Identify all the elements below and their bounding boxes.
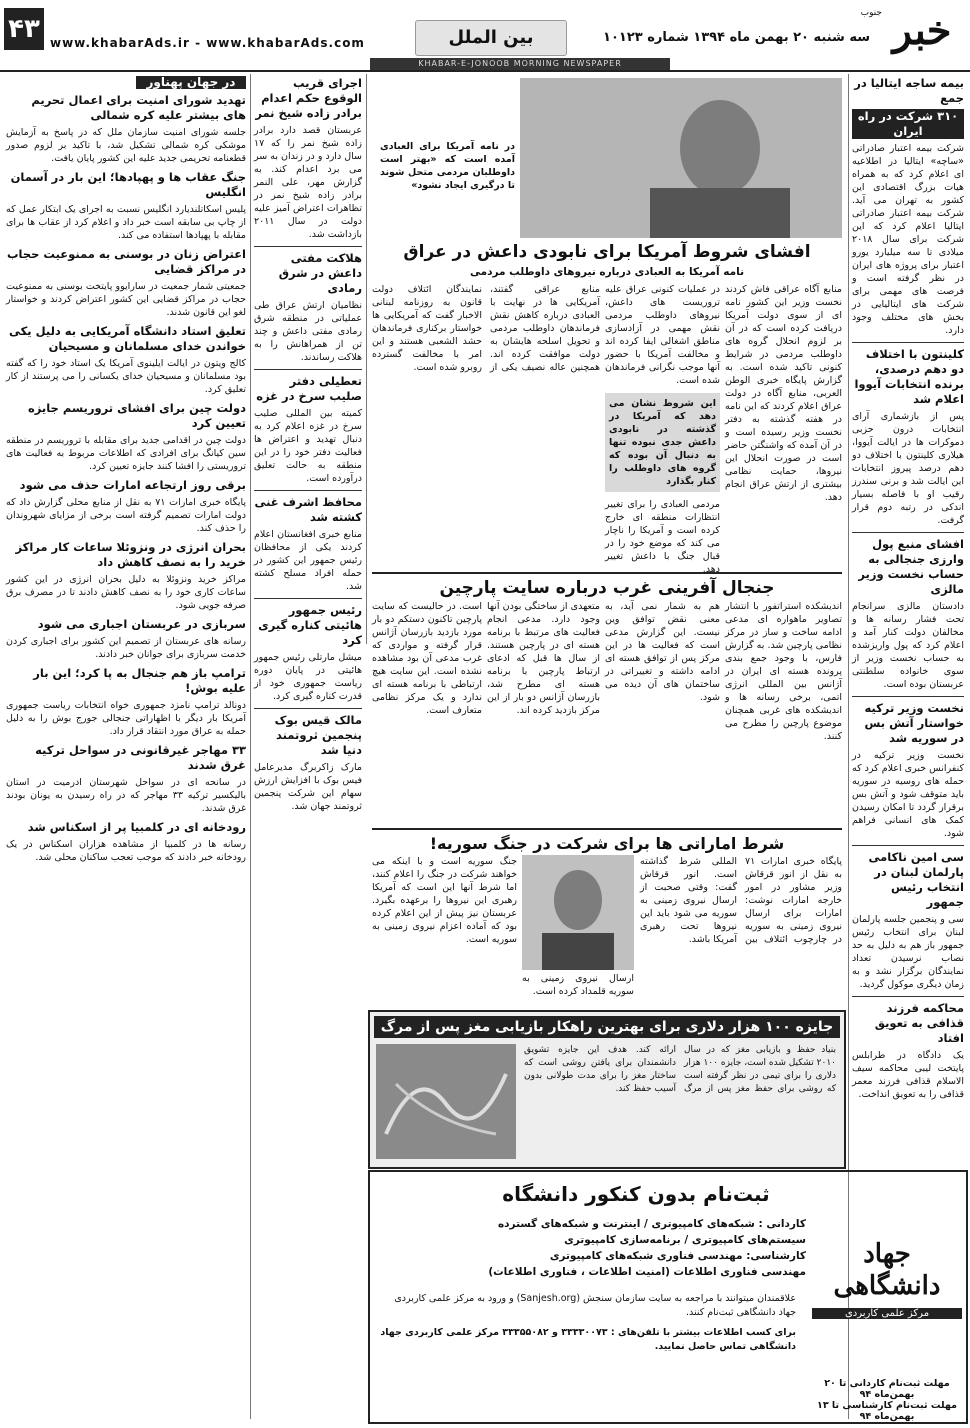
deadline: مهلت ثبت‌نام کاردانی تا ۲۰ بهمن‌ماه ۹۴ xyxy=(824,1378,950,1400)
lead-photo-caption xyxy=(380,140,515,220)
article-headline[interactable]: ۳۳ مهاجر غیرقانونی در سواحل ترکیه غرق شدند xyxy=(35,743,246,772)
jahad-headline: ثبت‌نام بدون کنکور دانشگاه xyxy=(502,1182,770,1206)
article-headline[interactable]: دولت چین برای افشای تروریسم جایزه تعیین کرد xyxy=(27,401,246,430)
article-body: سی و پنجمین جلسه پارلمان لبنان برای انتخاب رئیس جمهور باز هم به دلیل به حد نصاب نرسیدن تعداد نمایندگان برگزار نشد و به زمان دیگری موکول گردید. xyxy=(852,914,964,990)
article-body: مارک زاکربرگ مدیرعامل فیس بوک با افزایش ارزش سهام این شرکت پنجمین ثروتمند جهان شد. xyxy=(254,762,362,812)
pull-quote xyxy=(605,393,720,492)
divider xyxy=(254,598,362,599)
column-divider xyxy=(366,74,367,644)
jahad-programs xyxy=(466,1216,806,1280)
parchin-column-3 xyxy=(487,600,600,825)
lead-column-1 xyxy=(725,283,842,568)
program-line: کاردانی : شبکه‌های کامپیوتری / اینترنت و شبکه‌های گسترده xyxy=(497,1218,806,1230)
jahad-footer xyxy=(376,1292,796,1354)
article-headline[interactable]: اجرای قریب الوقوع حکم اعدام برادر زاده شیخ نمر xyxy=(255,76,362,120)
divider xyxy=(852,845,964,846)
uae-headline[interactable]: شرط اماراتی ها برای شرکت در جنگ سوریه! xyxy=(372,828,842,853)
article-headline[interactable]: هلاکت مفتی داعش در شرق رمادی xyxy=(278,251,362,295)
divider xyxy=(254,490,362,491)
lead-column-3 xyxy=(372,283,600,568)
article-body: مردمی العبادی را برای تغییر انتظارات منطقه ای خارج کرده است و آمریکا را ناچار می کند که موضع خود را در قبال جنگ با داعش تغییر دهد. xyxy=(605,499,720,575)
article-body: منابع آگاه عراقی فاش کردند نخست وزیر این کشور نامه ای از سوی دولت آمریکا دریافت کرده است که در آن بر لزوم انحلال گروه های داوطلب مردمی در شرایط کنونی تاکید شده است. به گزارش پایگاه خبری الوطن العربی، منابع آگاه در دولت عراق اعلام کردند که این نامه در هفته گذشته به دفتر نخست وزیر رسیده است و در آن آمده که واشنگتن حاضر است در صورت انحلال این نیروها، حمایت نظامی بیشتری از ارتش عراق انجام دهد. xyxy=(725,284,842,503)
article-body: منابع عراقی گفتند، آمریکایی ها در نهایت با العبادی درباره کاهش نقش فرماندهان داوطلب مردمی و تحویل اسلحه هایشان به دولت موافقت کرده اند. همچنین عاله نصیف یکی از نمایندگان ائتلاف دولت قانون به روزنامه لبنانی الاخبار گفت که آمریکایی ها خواستار برکناری فرماندهان حشد الشعبی هستند و این امر با مخالفت گسترده روبرو شده است. xyxy=(372,284,600,373)
parchin-headline[interactable]: جنجال آفرینی غرب درباره سایت پارچین xyxy=(372,572,842,598)
article-body: دونالد ترامپ نامزد جمهوری خواه انتخابات ریاست جمهوری آمریکا بار دیگر با اظهاراتی جنجالی جورج بوش را به دلیل حمله به عراق مورد انتقاد قرار داد. xyxy=(6,700,246,737)
program-line: مهندسی فناوری اطلاعات (امنیت اطلاعات ، فناوری اطلاعات) xyxy=(488,1266,806,1278)
website-link[interactable]: www.khabarAds.ir - www.khabarAds.com xyxy=(50,36,365,50)
program-line: کارشناسی: مهندسی فناوری شبکه‌های کامپیوتری xyxy=(549,1250,806,1262)
article-body: دولت چین در اقدامی جدید برای مقابله با تروریسم در منطقه سین کیانگ برای افرادی که اطلاعات مربوط به فعالیت های تروریستی را افشا کنند جایزه تعیین کرد. xyxy=(6,435,246,472)
article-body: کالج ویتون در ایالت ایلینوی آمریکا یک استاد خود را که گفته بود مسلمانان و مسیحیان خدای یکسانی را می پرستند از کار تعلیق کرد. xyxy=(6,358,246,395)
article-body: شرکت بیمه اعتبار صادراتی «ساچه» ایتالیا در اطلاعیه ای اعلام کرد که به همراه هیات بزرگ اقتصادی این کشور به تهران می آید. شرکت بیمه اعتبار صادراتی ایتالیا اعلام کرد که این شرکت برای سال ۲۰۱۸ میلادی تا سه میلیارد یورو اعتبار برای پروژه های ایران در نظر گرفته است و فرصت های مهمی برای شرکت های ایتالیایی در بخش های مختلف وجود دارد. xyxy=(852,143,964,336)
section-title: بین الملل xyxy=(415,20,567,56)
article-headline[interactable]: تعلیق استاد دانشگاه آمریکایی به دلیل یکی خواندن خدای مسلمانان و مسیحیان xyxy=(8,324,246,353)
divider xyxy=(852,696,964,697)
left-column xyxy=(6,76,246,1421)
article-headline[interactable]: برقی روز ارتجاعه امارات حذف می شود xyxy=(19,478,246,492)
article-headline[interactable]: محاکمه فرزند قذافی به تعویق افتاد xyxy=(874,1001,964,1045)
article-body: بنیاد حفظ و بازیابی مغز که در سال ۲۰۱۰ تشکیل شده است، جایزه ۱۰۰ هزار دلاری را برای تیمی در نظر گرفته است که روشی برای حفظ مغز پس از مرگ ارائه کند. هدف این جایزه تشویق دانشمندان برای یافتن روشی است که ساختار مغز را برای مدت طولانی بدون آسیب حفظ کند. xyxy=(524,1045,836,1094)
article-body: رسانه های عربستان از تصمیم این کشور برای اجباری کردن خدمت سربازی برای جوانان خبر دادند. xyxy=(6,636,246,660)
article-body: جلسه شورای امنیت سازمان ملل که در پاسخ به آزمایش موشکی کره شمالی تشکیل شد، با تاکید بر لزوم صدور قطعنامه تحریمی جدید علیه این کشور پایان یافت. xyxy=(6,127,246,164)
uae-caption xyxy=(522,972,634,1002)
article-headline[interactable]: بحران انرژی در ونزوئلا ساعات کار مراکز خرید را به نصف کاهش داد xyxy=(15,540,246,569)
article-headline[interactable]: محافظ اشرف غنی کشته شد xyxy=(254,495,362,524)
divider xyxy=(254,246,362,247)
uae-photo xyxy=(522,855,634,970)
pull-quote-text: این شروط نشان می دهد که آمریکا در گذشته در نابودی داعش جدی نبوده تنها به دنبال آن بوده که گروه های داوطلب را کنار بگذارد xyxy=(609,398,716,487)
phone-text: برای کسب اطلاعات بیشتر با تلفن‌های : ۳۳۳۳۰۰۷۳ و ۳۳۳۵۵۰۸۲ مرکز علمی کاربردی جهاد دانشگاهی تماس حاصل نمایید. xyxy=(380,1327,796,1352)
article-headline-band: ۳۱۰ شرکت در راه ایران xyxy=(852,109,964,139)
article-headline[interactable]: مالک قیس بوک پنجمین ثروتمند دنیا شد xyxy=(274,713,362,757)
parchin-column-1 xyxy=(725,600,842,825)
english-title: KHABAR-E-JONOOB MORNING NEWSPAPER xyxy=(370,58,670,70)
brain-icon xyxy=(376,1044,516,1159)
lead-photo xyxy=(520,78,842,238)
parchin-column-4 xyxy=(372,600,482,825)
article-body: پلیس اسکاتلندیارد انگلیس نسبت به اجرای یک ابتکار عمل که از چاپ بی سابقه است خبر داد و اعلام کرد از عقاب ها برای مقابله با پهپادها استفاده می کند. xyxy=(6,204,246,241)
article-headline[interactable]: تهدید شورای امنیت برای اعمال تحریم های بیشتر علیه کره شمالی xyxy=(31,93,246,122)
article-body: مراکز خرید ونزوئلا به دلیل بحران انرژی در این کشور ساعات کاری خود را به نصف کاهش دادند تا در مصرف برق صرفه جویی شود. xyxy=(6,574,246,611)
uae-column-2 xyxy=(372,855,517,1005)
lead-subhead: نامه آمریکا به العبادی درباره نیروهای داوطلب مردمی xyxy=(469,266,745,278)
article-body: پس از بازشماری آرای انتخابات درون حزبی دموکرات ها در ایالت آیووا، هیلاری کلینتون با اختلاف دو دهم درصد پیروز انتخابات این ایالت شد و برنی سندرز رقیب او با فاصله بسیار اندکی در رتبه دوم قرار گرفت. xyxy=(852,411,964,526)
article-headline[interactable]: نخست وزیر ترکیه خواستار آتش بس در سوریه شد xyxy=(864,701,964,745)
article-body: است. در حالیست که سایت پارچین تاکنون دستکم دو بار مورد بازدید بازرسان آژانس قرار گرفته و مواردی که غرب مدعی آن بود مشاهده نشده است. این سایت هیچ ارتباطی با برنامه هسته ای ندارد و یک مرکز نظامی متعارف است. xyxy=(372,601,482,716)
jahad-brand-box xyxy=(812,1178,962,1378)
prize-headline: جایزه ۱۰۰ هزار دلاری برای بهترین راهکار بازیابی مغز پس از مرگ xyxy=(374,1016,840,1038)
dateline: سه شنبه ۲۰ بهمن ماه ۱۳۹۴ شماره ۱۰۱۲۳ xyxy=(603,30,870,45)
article-headline[interactable]: سربازی در عربستان اجباری می شود xyxy=(37,617,246,631)
article-body: رسانه ها در کلمبیا از مشاهده هزاران اسکناس در یک رودخانه خبر دادند که موجب تعجب ساکنان محلی شد. xyxy=(6,839,246,863)
caption-text: ارسال نیروی زمینی به سوریه قلمداد کرده است. xyxy=(522,973,634,997)
logo-sub: جنوب xyxy=(860,8,882,18)
article-body: عربستان قصد دارد برادر زاده شیخ نمر را که ۱۷ سال دارد و در زندان به سر می برد اعدام کند. به گزارش مهر، علی النمر برادر زاده شیخ نمر در تظاهرات اعتراض آمیز علیه دولت در سال ۲۰۱۱ بازداشت شد. xyxy=(254,125,362,240)
article-headline[interactable]: بیمه ساجه ایتالیا در جمع xyxy=(854,76,964,105)
article-body: پایگاه خبری امارات ۷۱ به نقل از انور قرقاش وزیر مشاور در امور خارجه امارات نوشت: امارات برای ارسال نیروی زمینی به سوریه در چارچوب ائتلاف بین المللی شرط گذاشته است. انور قرقاش گفت: وقتی صحبت از ارسال نیروی زمینی به سوریه می شود باید این نیروها تحت رهبری آمریکا باشد. xyxy=(640,856,842,945)
newspaper-logo[interactable]: خبر xyxy=(892,7,952,54)
lead-headline[interactable]: افشای شروط آمریکا برای نابودی داعش در عراق xyxy=(403,242,811,262)
article-body: جنگ سوریه است و با اینکه می خواهند شرکت در جنگ را اعلام کنند، اما شرط آنها این است که آمریکا رهبری این نیروها را برعهده بگیرد. عربستان نیز پیش از این اعلام کرده بود که آماده اعزام نیروی زمینی به سوریه است. xyxy=(372,856,517,945)
article-body: در سانحه ای در سواحل شهرستان ادرمیت در استان بالیکسیر ترکیه ۳۳ مهاجر که در راه رسیدن به یونان بودند غرق شدند. xyxy=(6,777,246,814)
divider xyxy=(254,369,362,370)
prize-body xyxy=(524,1044,836,1162)
section-tag: در جهان پهناور xyxy=(136,76,246,89)
article-body: میشل مارتلی رئیس جمهور هائیتی در پایان دوره ریاست جمهوری خود از قدرت کناره گیری کرد. xyxy=(254,652,362,702)
jahad-ad[interactable] xyxy=(368,1170,968,1424)
portrait-illustration xyxy=(520,78,842,238)
article-headline[interactable]: کلینتون با اختلاف دو دهم درصدی، برنده انتخابات آیووا اعلام شد xyxy=(854,347,964,406)
article-headline[interactable]: رئیس جمهور هائیتی کناره گیری کرد xyxy=(258,603,362,647)
lead-column-2 xyxy=(605,283,720,575)
parchin-column-2 xyxy=(605,600,720,825)
article-headline[interactable]: افشای منبع پول وارزی جنجالی به حساب نخست وزیر مالزی xyxy=(858,537,964,596)
jahad-brand: جهاد دانشگاهی xyxy=(833,1239,941,1301)
article-body: منابع خبری افغانستان اعلام کردند یکی از محافظان رئیس جمهور این کشور در حمله افراد مسلح کشته شد. xyxy=(254,529,362,592)
article-body: هم به شمار نمی آید، به معنی نقض توافق وین نیست. این گزارش مدعی است که فعالیت ها در این مرکز پس از توافق هسته ای ادامه داشته و تغییراتی در ساختمان های آن دیده می شود. xyxy=(605,601,720,703)
article-body: در عملیات کنونی عراق علیه تروریست های داعش، نیروهای داوطلب مردمی نقش مهمی در آزادسازی مناطق اشغالی ایفا کرده اند و مخالفت آمریکا با حضور آنها موجب نگرانی فرماندهان شده است. xyxy=(605,284,720,386)
article-headline[interactable]: ترامپ باز هم جنجال به پا کرد؛ این بار علیه بوش! xyxy=(33,666,246,695)
divider xyxy=(852,342,964,343)
article-body: نخست وزیر ترکیه در کنفرانس خبری اعلام کرد که حمله های روسیه در سوریه باید متوقف شود و آتش بس برقرار گردد تا امکان رسیدن کمک های انسانی فراهم شود. xyxy=(852,750,964,839)
article-headline[interactable]: رودخانه ای در کلمبیا پر از اسکناس شد xyxy=(27,820,246,834)
masthead xyxy=(0,0,970,72)
program-line: سیستم‌های کامپیوتری / برنامه‌سازی کامپیوتری xyxy=(564,1234,806,1246)
jahad-brand-sub: مرکز علمی کاربردی xyxy=(812,1308,962,1319)
column-divider xyxy=(250,74,251,1419)
brain-image xyxy=(376,1044,516,1159)
article-headline[interactable]: اعتراض زنان در بوسنی به ممنوعیت حجاب در مراکز قضایی xyxy=(6,247,246,276)
article-body: پایگاه خبری امارات ۷۱ به نقل از منابع محلی گزارش داد که دولت امارات تصمیم گرفته است برخی از مزایای شهروندان را حذف کند. xyxy=(6,497,246,534)
article-body: اندیشکده استراتفور با انتشار تصاویر ماهواره ای مدعی ادامه ساخت و ساز در مرکز نظامی پارچین شد. به گزارش فارس، با وجود جمع بندی پرونده هسته ای ایران در آژانس بین المللی انرژی اتمی، برخی رسانه ها و اندیشکده های غربی همچنان موضوع پارچین را مطرح می کنند. xyxy=(725,601,842,742)
prize-ad[interactable] xyxy=(368,1010,846,1169)
divider xyxy=(254,708,362,709)
portrait-illustration xyxy=(522,855,634,970)
deadline: مهلت ثبت‌نام کارشناسی تا ۱۳ بهمن‌ماه ۹۴ xyxy=(817,1400,957,1422)
article-headline[interactable]: سی امین ناکامی پارلمان لبنان در انتخاب رئیس جمهور xyxy=(868,850,964,909)
divider xyxy=(852,532,964,533)
article-body: متعهدی از ساختگی بودن آنها وجود دارد. مدعی انجام فعالیت های مرتبط با برنامه هسته ای در پارچین هستند. از سال ها قبل که ادعای ارتباط پارچین با برنامه هسته ای مطرح شد، بازرسان آژانس دو بار از این مرکز بازدید کرده اند. xyxy=(487,601,600,716)
page-number: ۴۳ xyxy=(4,8,44,50)
article-body: دادستان مالزی سرانجام تحت فشار رسانه ها و مخالفان دولت کنار آمد و اعلام کرد که پول واریزشده به حساب نخست وزیر از سوی خانواده سلطنتی عربستان بوده است. xyxy=(852,601,964,690)
article-body: یک دادگاه در طرابلس پایتخت لیبی محاکمه سیف الاسلام قذافی فرزند معمر قذافی را به تعویق انداخت. xyxy=(852,1050,964,1100)
article-body: کمیته بین المللی صلیب سرخ در غزه اعلام کرد به دنبال تهدید و اعتراض ها فعالیت دفتر خود را در این منطقه به حالت تعلیق درآورده است. xyxy=(254,408,362,484)
mid-column xyxy=(254,76,362,1166)
article-headline[interactable]: جنگ عقاب ها و پهپادها؛ این بار در آسمان انگلیس xyxy=(10,170,246,199)
article-body: نظامیان ارتش عراق طی عملیاتی در منطقه شرق رمادی مفتی داعش و چند تن از همراهانش را به هلاکت رساندند. xyxy=(254,300,362,363)
jahad-deadlines xyxy=(812,1378,962,1422)
article-headline[interactable]: تعطیلی دفتر صلیب سرخ در غزه xyxy=(256,374,362,403)
divider xyxy=(852,996,964,997)
caption-text: در نامه آمریکا برای العبادی آمده است که «بهتر است داوطلبان مردمی متحل شوند تا درگیری ایجاد نشود» xyxy=(380,141,515,191)
uae-column-1 xyxy=(640,855,842,1005)
article-body: جمعیتی شمار جمعیت در سارایوو پایتخت بوسنی به ممنوعیت حجاب در مراکز قضایی این کشور اعتراض کردند و خواستار لغو این قانون شدند. xyxy=(6,281,246,318)
footer-text: علاقمندان میتوانند با مراجعه به سایت سازمان سنجش (Sanjesh.org) و ورود به مرکز علمی کاربردی جهاد دانشگاهی ثبت‌نام کنند. xyxy=(394,1293,796,1318)
